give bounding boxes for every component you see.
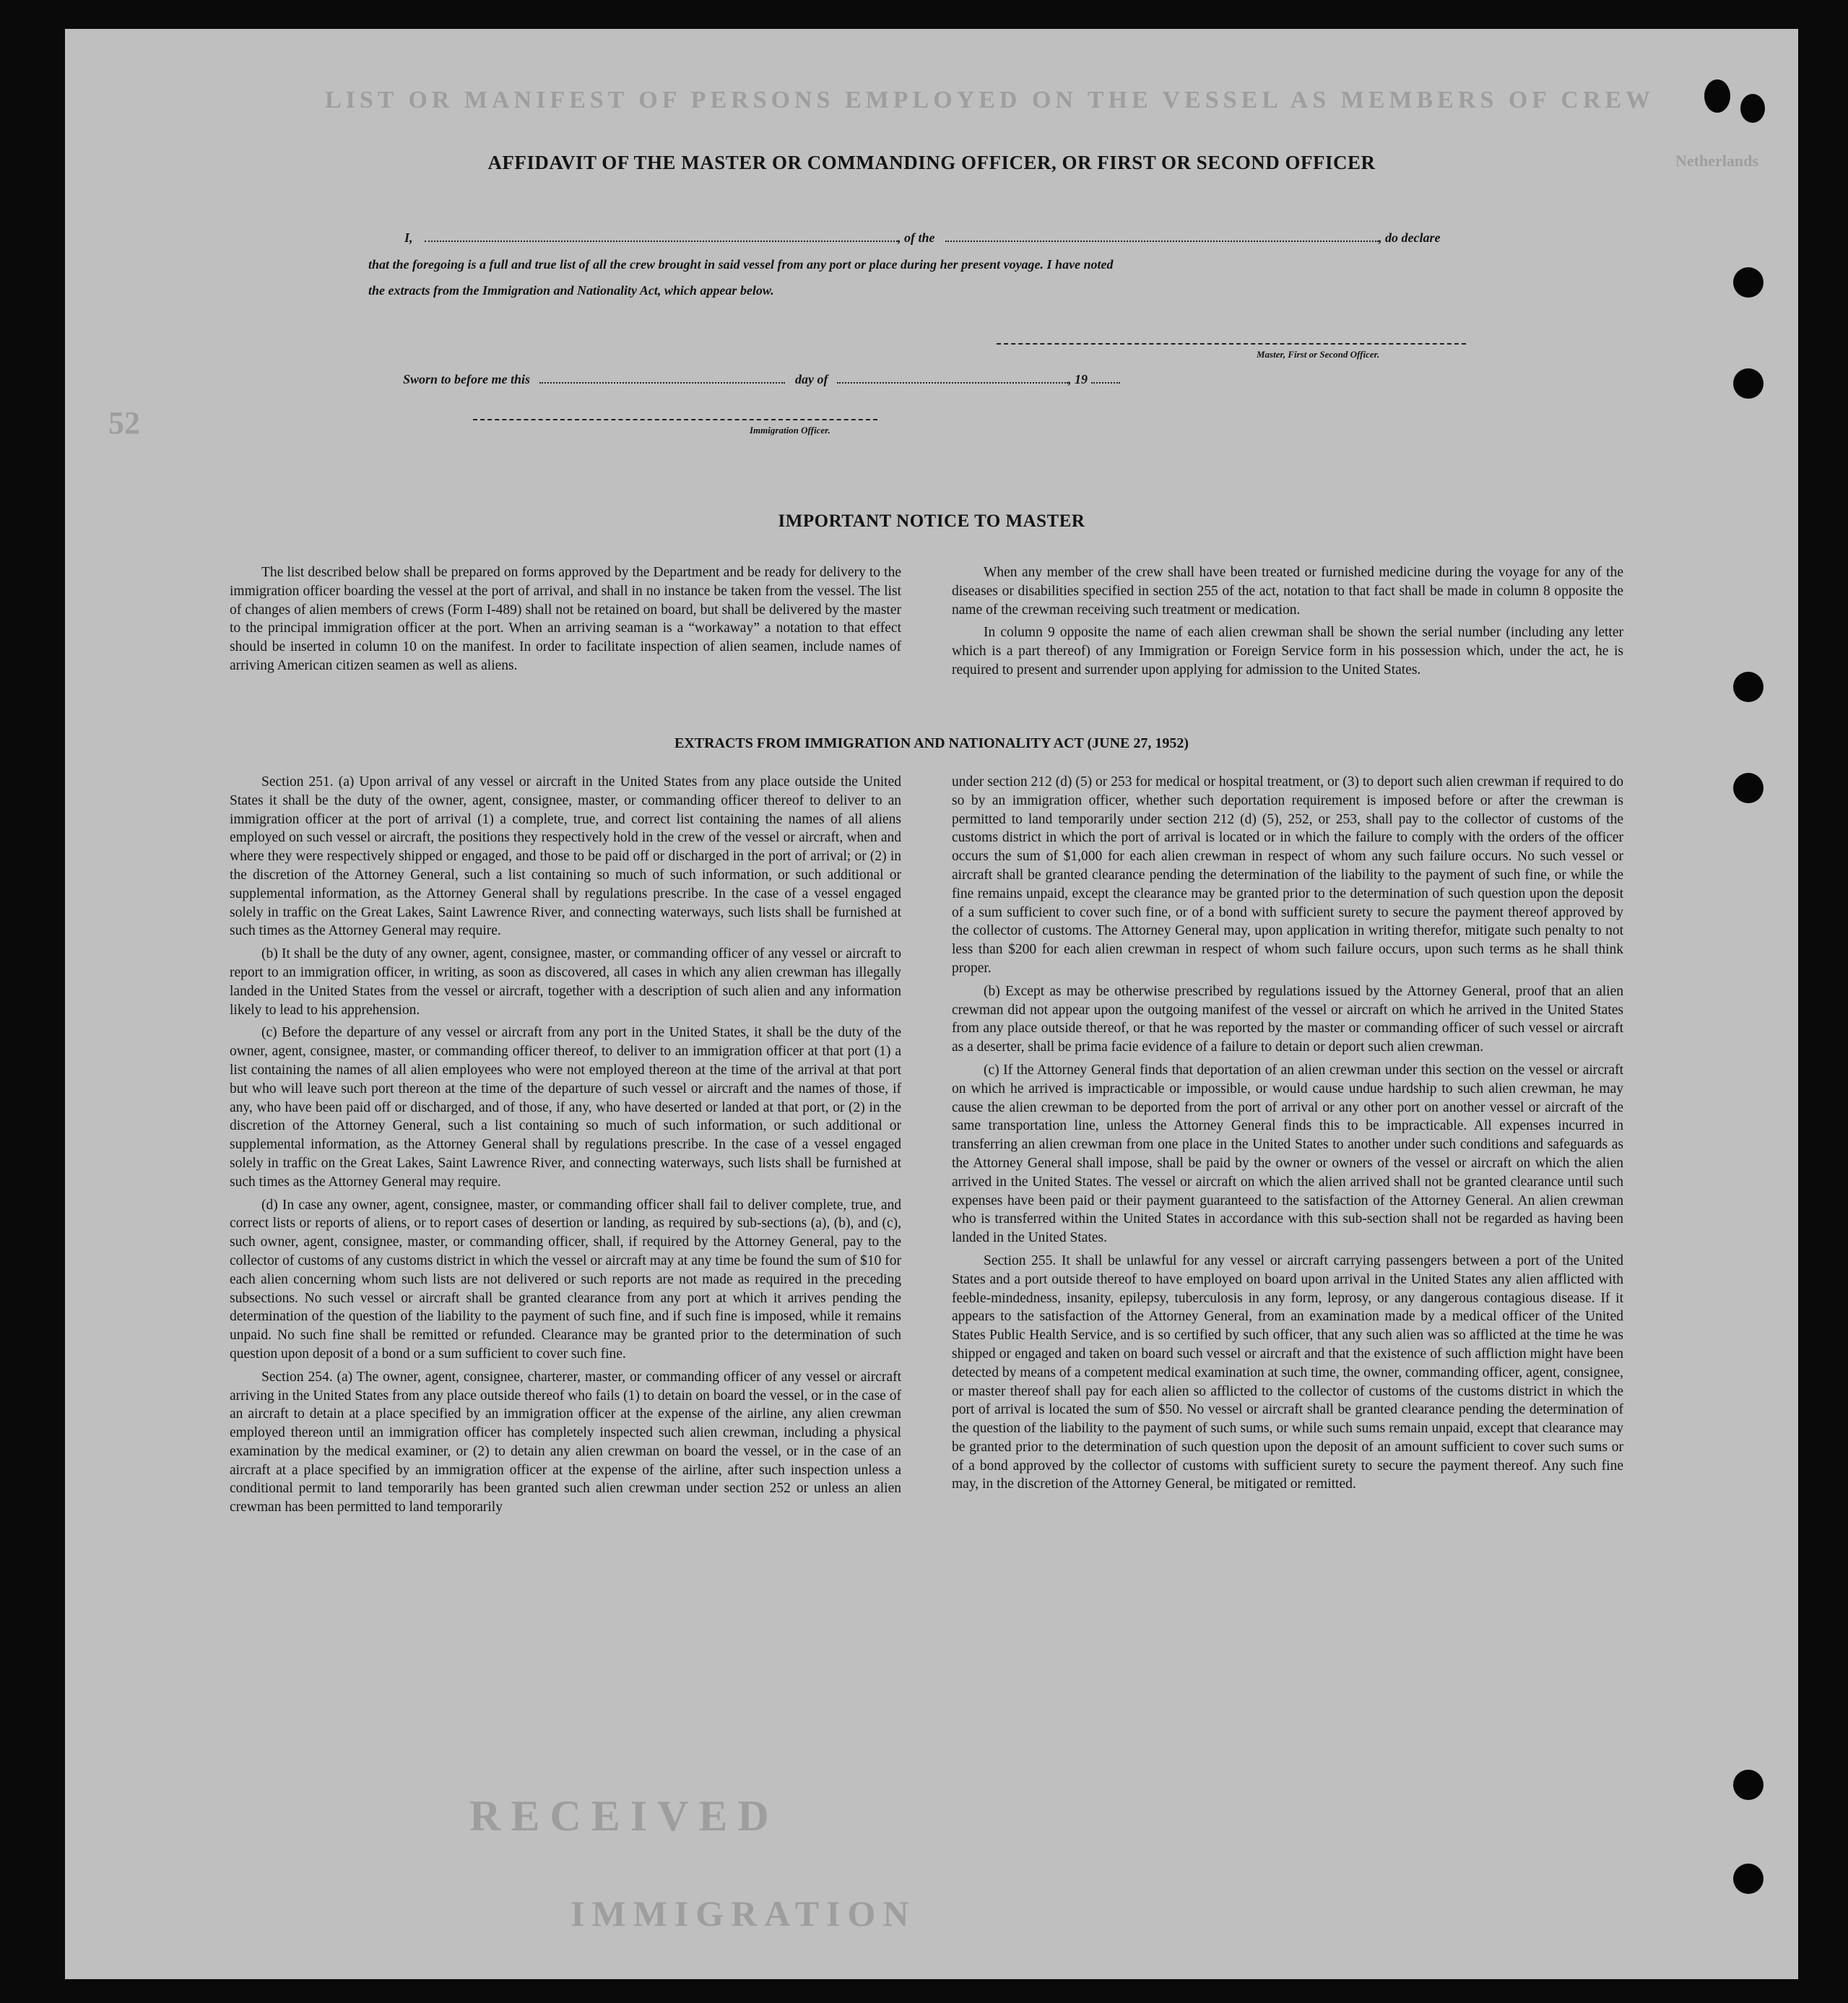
i-label: I,: [404, 230, 413, 245]
notice-left-column: [230, 563, 901, 680]
statement-line-1: that the foregoing is a full and true list of all the crew brought in said vessel from any port or place during her present voyage. I have noted: [368, 257, 1114, 272]
section-251-a: Section 251. (a) Upon arrival of any vessel or aircraft in the United States from any place outside the United States it shall be the duty of the owner, agent, consignee, master, or commanding officer thereof to deliver to an immigration officer at the port of arrival (1) a complete, true, and correct list containing the names of all aliens employed on such vessel or aircraft, the positions they respectively hold in the crew of the vessel or aircraft, when and where they were respectively shipped or engaged, and those to be paid off or discharged in the port of arrival; or (2) in the discretion of the Attorney General, such a list containing so much of such information, or such additional or supplemental information, as the Attorney General shall by regulations prescribe. In the case of a vessel engaged solely in traffic on the Great Lakes, Saint Lawrence River, and connecting waterways, such lists shall be furnished at such times as the Attorney General may require.: [230, 774, 901, 939]
document-page: [65, 29, 1798, 1979]
notice-left-paragraph: The list described below shall be prepared on forms approved by the Department and be ready for delivery to the immigration officer boarding the vessel at the port of arrival, and shall in no instance be taken from the vessel. The list of changes of alien members of crews (Form I-489) shall not be retained on board, but shall be delivered by the master to the principal immigration officer at the port. When an arriving seaman is a “workaway” a notation to that effect should be inserted in column 10 on the manifest. In order to facilitate inspection of alien seamen, include names of arriving American citizen seamen as well as aliens.: [230, 565, 901, 673]
extracts-title: EXTRACTS FROM IMMIGRATION AND NATIONALITY ACT (JUNE 27, 1952): [674, 735, 1189, 751]
statement-line-2: the extracts from the Immigration and Nationality Act, which appear below.: [368, 283, 774, 298]
punch-hole: [1733, 773, 1764, 803]
section-251-d: (d) In case any owner, agent, consignee, master, or commanding officer shall fail to deliver complete, true, and correct lists or reports of aliens, or to report cases of desertion or landing, as required by sub-sections (a), (b), and (c), such owner, agent, consignee, master, or commanding officer, shall, if required by the Attorney General, pay to the collector of customs of any customs district in which the vessel or aircraft may at any time be found the sum of $10 for each alien concerning whom such lists are not delivered or such reports are not made as required in the preceding subsections. No such vessel or aircraft shall be granted clearance from any port at which it arrives pending the determination of the question of the liability to the payment of such fine, and if such fine is imposed, while it remains unpaid. No such fine shall be remitted or refunded. Clearance may be granted prior to the determination of such question upon deposit of a bond or a sum sufficient to cover such fine.: [230, 1197, 901, 1362]
bleed-through-stamp: RECEIVED: [469, 1792, 779, 1840]
sworn-label: Sworn to before me this: [403, 372, 531, 386]
extracts-left-column: [230, 773, 901, 1521]
officer-caption: Immigration Officer.: [750, 425, 830, 436]
officer-signature-line[interactable]: [473, 419, 877, 420]
extracts-right-column: [952, 773, 1623, 1498]
punch-hole: [1704, 79, 1730, 113]
section-254-b: (b) Except as may be otherwise prescribed by regulations issued by the Attorney General, proof that an alien crewman did not appear upon the outgoing manifest of the vessel or aircraft on which he arrived in the United States from any place outside thereof, or that he was reported by the master or commanding officer of such vessel or aircraft as a deserter, shall be prima facie evidence of a failure to detain or deport such alien crewman.: [952, 983, 1623, 1055]
do-declare-label: , do declare: [1379, 230, 1441, 245]
punch-hole: [1733, 672, 1764, 702]
sworn-line: [403, 371, 1120, 387]
declarant-line: [404, 229, 1441, 246]
section-254-a-continued: under section 212 (d) (5) or 253 for medical or hospital treatment, or (3) to deport such alien crewman if required to do so by an immigration officer, whether such deportation requirement is imposed before or after the crewman is permitted to land temporarily under section 212 (d) (5), 252, or 253, shall pay to the collector of customs of the customs district in which the port of arrival is located or in which the failure to comply with the orders of the officer occurs the sum of $1,000 for each alien crewman in respect of whom any such failure occurs. No such vessel or aircraft shall be granted clearance pending the determination of the liability to the payment of such fine, or while the fine remains unpaid, except the clearance may be granted prior to the determination of such question upon the deposit of a sum sufficient to cover such fine, or of a bond with sufficient surety to secure the payment thereof approved by the collector of customs. The Attorney General may, upon application in writing therefor, mitigate such penalty to not less than $200 for each alien crewman in respect of whom such failure occurs, upon such terms as he shall think proper.: [952, 774, 1623, 976]
sworn-day-field[interactable]: [539, 371, 785, 384]
signature-line[interactable]: [997, 343, 1466, 345]
bleed-through-stamp-2: IMMIGRATION: [571, 1893, 916, 1934]
notice-right-column: [952, 563, 1623, 684]
day-of-label: day of: [795, 372, 828, 386]
declarant-name-field[interactable]: [425, 229, 898, 242]
punch-hole: [1733, 267, 1764, 298]
signature-caption: Master, First or Second Officer.: [1257, 349, 1380, 360]
punch-hole: [1733, 1864, 1764, 1894]
bleed-through-number: 52: [108, 405, 140, 441]
notice-title: IMPORTANT NOTICE TO MASTER: [778, 511, 1085, 531]
bleed-through-heading: LIST OR MANIFEST OF PERSONS EMPLOYED ON THE VESSEL AS MEMBERS OF CREW: [325, 87, 1655, 113]
punch-hole: [1740, 94, 1765, 123]
section-255: Section 255. It shall be unlawful for any vessel or aircraft carrying passengers between a port of the United States and a port outside thereof to have employed on board upon arrival in the United States any alien afflicted with feeble-mindedness, insanity, epilepsy, tuberculosis in any form, leprosy, or any dangerous contagious disease. If it appears to the satisfaction of the Attorney General, from an examination made by a medical officer of the United States Public Health Service, and is so certified by such officer, that any such alien was so afflicted at the time he was shipped or engaged and taken on board such vessel or aircraft and that the existence of such affliction might have been detected by means of a competent medical examination at such time, the owner, commanding officer, agent, consignee, or master thereof shall pay for each alien so afflicted to the collector of customs of the customs district in which the port of arrival is located the sum of $50. No vessel or aircraft shall be granted clearance pending the determination of the question of the liability to the payment of such sums, or while such sums remain unpaid, except that clearance may be granted prior to the determination of such question upon the deposit of an amount sufficient to cover such sums or of a bond approved by the collector of customs with sufficient surety to secure the payment thereof. Any such fine may, in the discretion of the Attorney General, be mitigated or remitted.: [952, 1253, 1623, 1492]
notice-right-paragraph: In column 9 opposite the name of each alien crewman shall be shown the serial number (including any letter which is a part thereof) of any Immigration or Foreign Service form in his possession which, under the act, he is required to present and surrender upon applying for admission to the United States.: [952, 625, 1623, 678]
section-251-c: (c) Before the departure of any vessel or aircraft from any port in the United States, it shall be the duty of the owner, agent, consignee, master, or commanding officer thereof, to deliver to an immigration officer at that port (1) a list containing the names of all alien employees who were not employed thereon at the time of the arrival at that port but who will leave such port thereon at the time of the departure of such vessel or aircraft and the names of those, if any, who have been paid off or discharged, and of those, if any, who have deserted or landed at that port, or (2) in the discretion of the Attorney General, such a list containing so much of such information, or such additional or supplemental information, as the Attorney General shall by regulations prescribe. In the case of a vessel engaged solely in traffic on the Great Lakes, Saint Lawrence River, and connecting waterways, such lists shall be furnished at such times as the Attorney General may require.: [230, 1025, 901, 1190]
punch-hole: [1733, 368, 1764, 399]
section-251-b: (b) It shall be the duty of any owner, agent, consignee, master, or commanding officer of any vessel or aircraft to report to an immigration officer, in writing, as soon as discovered, all cases in which any alien crewman has illegally landed in the United States from the vessel or aircraft, together with a description of such alien and any information likely to lead to his apprehension.: [230, 946, 901, 1018]
sworn-month-field[interactable]: [837, 371, 1068, 384]
punch-hole: [1733, 1770, 1764, 1800]
section-254-a: Section 254. (a) The owner, agent, consignee, charterer, master, or commanding officer of any vessel or aircraft arriving in the United States from any place outside thereof who fails (1) to detain on board the vessel, or in the case of an aircraft to detain at a place specified by an immigration officer at the expense of the airline, any alien crewman employed thereon until an immigration officer has completely inspected such alien crewman, including a physical examination by the medical examiner, or (2) to detain any alien crewman on board the vessel, or in the case of an aircraft at a place specified by an immigration officer at the expense of the airline, after such inspection unless a conditional permit to land temporarily has been granted such alien crewman under section 252 or unless an alien crewman has been permitted to land temporarily: [230, 1369, 901, 1515]
vessel-name-field[interactable]: [945, 229, 1379, 242]
affidavit-title: AFFIDAVIT OF THE MASTER OR COMMANDING OFFICER, OR FIRST OR SECOND OFFICER: [487, 152, 1376, 173]
sworn-year-field[interactable]: [1091, 371, 1120, 384]
year-label: , 19: [1068, 372, 1088, 386]
section-254-c: (c) If the Attorney General finds that deportation of an alien crewman under this section on the vessel or aircraft on which he arrived is impracticable or impossible, or would cause undue hardship to such alien crewman, he may cause the alien crewman to be deported from the port of arrival or any other port on another vessel or aircraft of the same transportation line, unless the Attorney General finds this to be impracticable. All expenses incurred in transferring an alien crewman from one place in the United States to another under such conditions and safeguards as the Attorney General shall impose, shall be paid by the owner or owners of the vessel or aircraft on which the alien arrived in the United States. The vessel or aircraft on which the alien arrived shall not be granted clearance until such expenses have been paid or their payment guaranteed to the satisfaction of the Attorney General. An alien crewman who is transferred within the United States in accordance with this sub-section shall not be regarded as having been landed in the United States.: [952, 1062, 1623, 1246]
bleed-through-mark: Netherlands: [1675, 152, 1758, 170]
notice-right-paragraph: When any member of the crew shall have been treated or furnished medicine during the voyage for any of the diseases or disabilities specified in section 255 of the act, notation to that fact shall be made in column 8 opposite the name of the crewman receiving such treatment or medication.: [952, 565, 1623, 618]
of-the-label: , of the: [898, 230, 935, 245]
